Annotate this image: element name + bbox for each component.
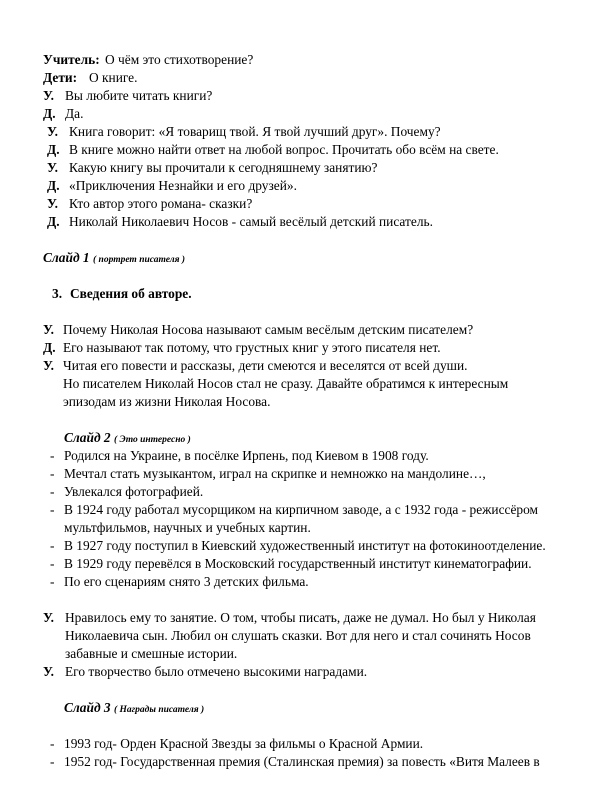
- list-item-text: 1993 год- Орден Красной Звезды за фильмы о Красной Армии.: [64, 736, 424, 751]
- dialogue-continuation: забавные и смешные истории.: [65, 646, 238, 661]
- list-item-continuation: мультфильмов, научных и учебных картин.: [64, 520, 311, 535]
- list-item: - 1952 год- Государственная премия (Сталинская премия) за повесть «Витя Малеев в: [50, 754, 540, 769]
- slide-heading: [64, 430, 191, 448]
- dialogue-line: [47, 196, 252, 212]
- speaker-label: Учитель:: [43, 52, 100, 67]
- list-item: - Мечтал стать музыкантом, играл на скрипке и немножко на мандолине…,: [50, 466, 486, 481]
- speaker-label: У.: [43, 610, 54, 625]
- speaker-label: У.: [43, 88, 54, 103]
- speaker-label: Д.: [43, 106, 56, 121]
- dialogue-text: О чём это стихотворение?: [105, 52, 254, 67]
- speaker-label: У.: [47, 124, 58, 139]
- dialogue-continuation: Николаевича сын. Любил он слушать сказки. Вот для него и стал сочинять Носов: [65, 628, 531, 643]
- slide-title: Слайд 3: [64, 700, 111, 715]
- list-item-text: Родился на Украине, в посёлке Ирпень, под Киевом в 1908 году.: [64, 448, 429, 463]
- dialogue-line: [43, 664, 367, 680]
- list-item: - 1993 год- Орден Красной Звезды за фильмы о Красной Армии.: [50, 736, 424, 751]
- dialogue-line: [47, 214, 433, 230]
- list-item-text: В 1924 году работал мусорщиком на кирпичном заводе, а с 1932 года - режиссёром: [64, 502, 539, 517]
- list-item: - По его сценариям снято 3 детских фильма.: [50, 574, 309, 589]
- speaker-label: У.: [43, 664, 54, 679]
- dialogue-line: [47, 160, 377, 176]
- dialogue-text: Николай Николаевич Носов - самый весёлый детский писатель.: [69, 214, 433, 229]
- list-item: - Родился на Украине, в посёлке Ирпень, под Киевом в 1908 году.: [50, 448, 429, 463]
- dialogue-text: Читая его повести и рассказы, дети смеются и веселятся от всей души.: [63, 358, 468, 373]
- dialogue-text: О книге.: [89, 70, 138, 85]
- speaker-label: Д.: [43, 340, 56, 355]
- dialogue-text: Почему Николая Носова называют самым весёлым детским писателем?: [63, 322, 474, 337]
- dialogue-text: Вы любите читать книги?: [65, 88, 213, 103]
- dialogue-continuation: эпизодам из жизни Николая Носова.: [63, 394, 271, 409]
- slide-title: Слайд 2: [64, 430, 111, 445]
- speaker-label: Д.: [47, 178, 60, 193]
- dialogue-text: Его творчество было отмечено высокими наградами.: [65, 664, 368, 679]
- slide-note: ( Это интересно ): [114, 435, 191, 445]
- dialogue-text: Книга говорит: «Я товарищ твой. Я твой лучший друг». Почему?: [69, 124, 441, 139]
- list-item-text: В 1929 году перевёлся в Московский государственный институт кинематографии.: [64, 556, 532, 571]
- slide-note: ( портрет писателя ): [93, 255, 186, 265]
- speaker-label: У.: [47, 160, 58, 175]
- dialogue-line: [43, 106, 83, 122]
- speaker-label: Д.: [47, 142, 60, 157]
- dialogue-text: Кто автор этого романа- сказки?: [69, 196, 253, 211]
- dialogue-text: Да.: [65, 106, 84, 121]
- speaker-label: Дети:: [43, 70, 78, 85]
- speaker-label: У.: [47, 196, 58, 211]
- dialogue-text: Нравилось ему то занятие. О том, чтобы писать, даже не думал. Но был у Николая: [65, 610, 536, 625]
- list-item-text: По его сценариям снято 3 детских фильма.: [64, 574, 309, 589]
- dialogue-line: [43, 610, 536, 626]
- list-item: - В 1929 году перевёлся в Московский государственный институт кинематографии.: [50, 556, 532, 571]
- dialogue-line: [43, 340, 441, 356]
- list-item-text: В 1927 году поступил в Киевский художественный институт на фотокиноотделение.: [64, 538, 546, 553]
- speaker-label: У.: [43, 358, 54, 373]
- section-number: 3.: [52, 286, 63, 301]
- speaker-label: Д.: [47, 214, 60, 229]
- dialogue-text: Какую книгу вы прочитали к сегодняшнему занятию?: [69, 160, 378, 175]
- dialogue-line: [43, 358, 467, 374]
- dialogue-line: [43, 322, 473, 338]
- dialogue-line: [43, 88, 212, 104]
- dialogue-text: В книге можно найти ответ на любой вопрос. Прочитать обо всём на свете.: [69, 142, 499, 157]
- section-title: Сведения об авторе.: [70, 286, 192, 301]
- list-item-text: 1952 год- Государственная премия (Сталинская премия) за повесть «Витя Малеев в: [64, 754, 540, 769]
- dialogue-line: [47, 142, 499, 158]
- speaker-label: У.: [43, 322, 54, 337]
- list-item: - Увлекался фотографией.: [50, 484, 204, 499]
- section-heading: [52, 286, 192, 302]
- dialogue-line: [43, 52, 253, 68]
- slide-title: Слайд 1: [43, 250, 90, 265]
- dialogue-text: «Приключения Незнайки и его друзей».: [69, 178, 297, 193]
- dialogue-line: [47, 178, 297, 194]
- slide-heading: [43, 250, 185, 268]
- slide-note: ( Награды писателя ): [114, 705, 205, 715]
- list-item: - В 1924 году работал мусорщиком на кирпичном заводе, а с 1932 года - режиссёром: [50, 502, 539, 517]
- dialogue-line: [47, 124, 441, 140]
- dialogue-line: [43, 70, 137, 86]
- list-item-text: Увлекался фотографией.: [64, 484, 204, 499]
- slide-heading: [64, 700, 204, 718]
- dialogue-continuation: Но писателем Николай Носов стал не сразу. Давайте обратимся к интересным: [63, 376, 509, 391]
- list-item-text: Мечтал стать музыкантом, играл на скрипке и немножко на мандолине…,: [64, 466, 486, 481]
- list-item: - В 1927 году поступил в Киевский художественный институт на фотокиноотделение.: [50, 538, 546, 553]
- dialogue-text: Его называют так потому, что грустных книг у этого писателя нет.: [63, 340, 441, 355]
